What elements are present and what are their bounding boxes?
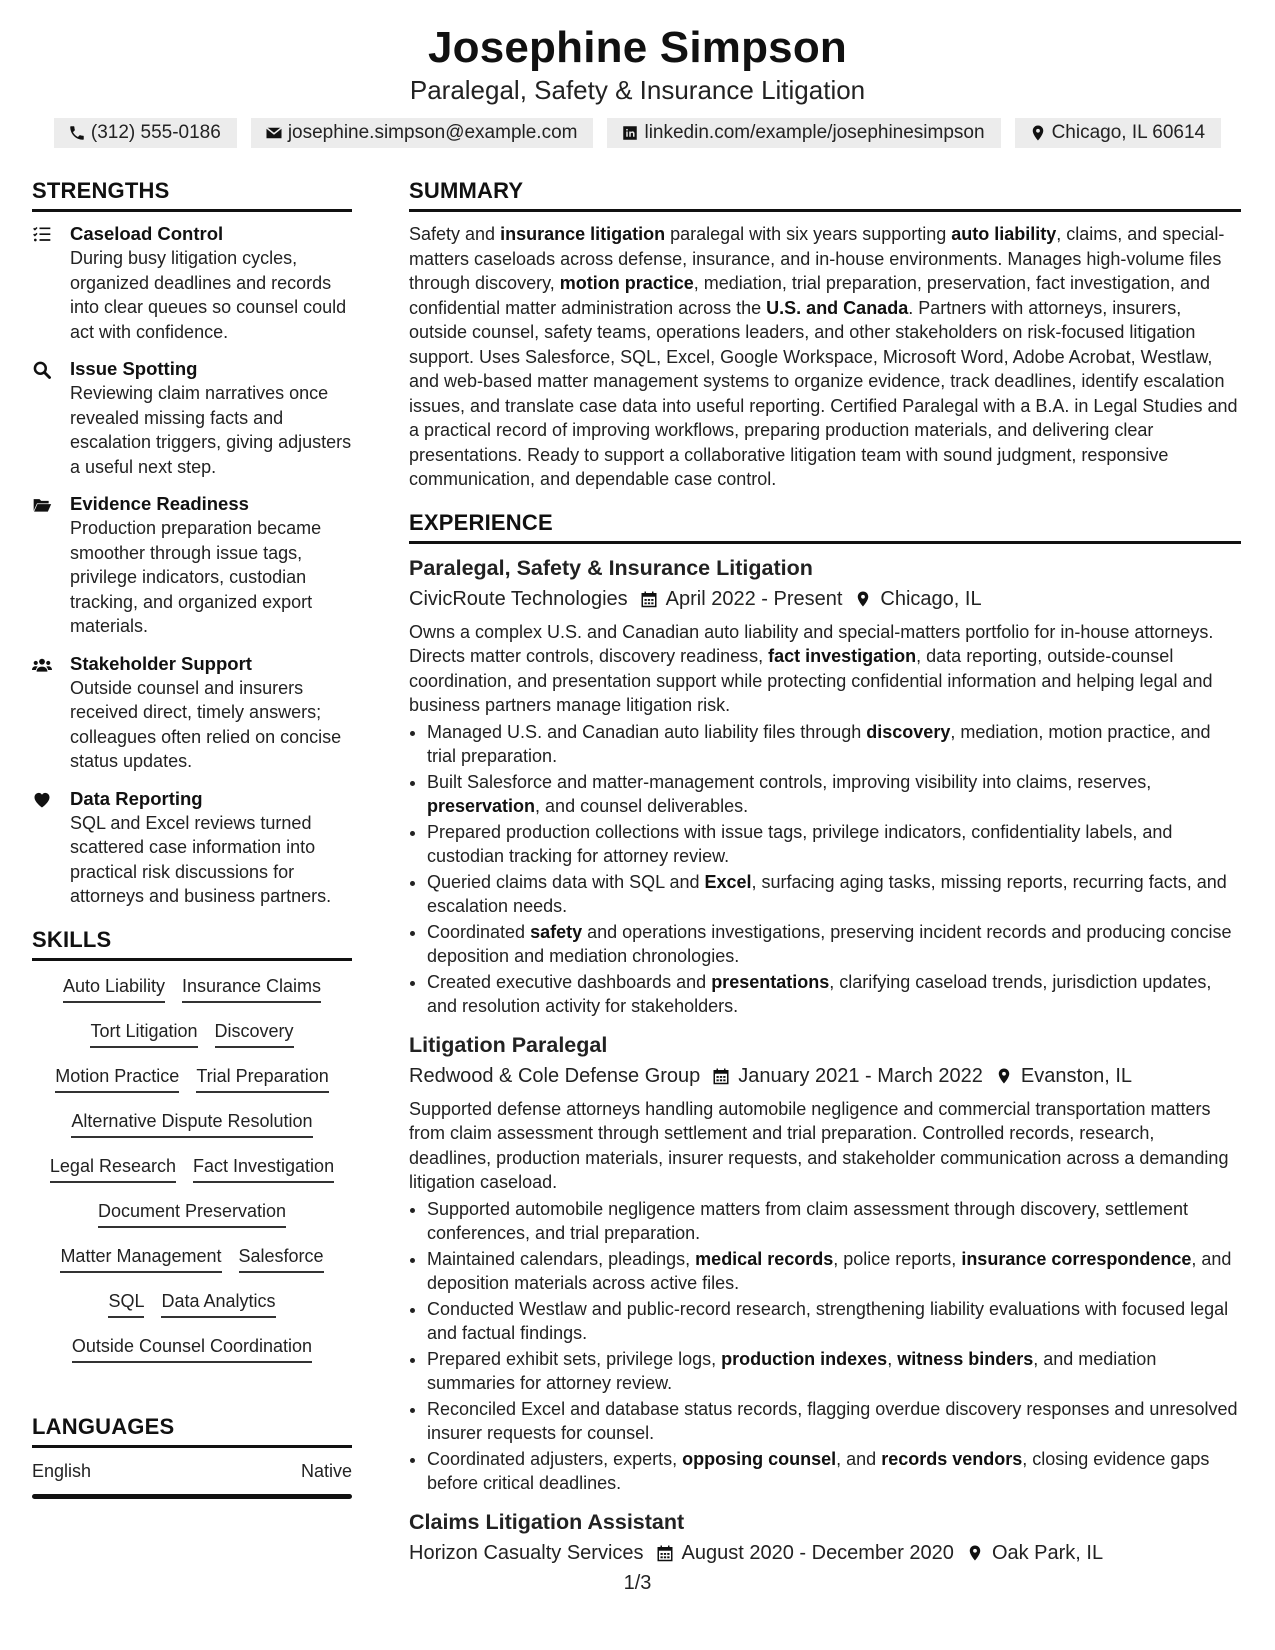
list-check-icon	[32, 225, 52, 245]
strength-item	[32, 652, 352, 774]
skill-tag: Document Preservation	[98, 1200, 286, 1228]
skill-tag: SQL	[108, 1290, 144, 1318]
envelope-icon	[265, 124, 283, 142]
phone-icon	[68, 124, 86, 142]
search-icon	[32, 360, 52, 380]
skill-row	[32, 1196, 352, 1241]
linkedin-text: linkedin.com/example/josephinesimpson	[644, 122, 985, 143]
languages-list	[32, 1460, 352, 1499]
skills-heading: SKILLS	[32, 927, 352, 961]
job-location: Chicago, IL	[880, 587, 982, 610]
strengths-heading: STRENGTHS	[32, 178, 352, 212]
job-title: Claims Litigation Assistant	[409, 1509, 685, 1534]
job-bullet: • Prepared production collections with issue tags, privilege indicators, confidentiality labels, and custodian tracking for attorney review.	[427, 820, 1241, 869]
job-meta	[409, 584, 1241, 614]
job-bullet: • Queried claims data with SQL and Excel, surfacing aging tasks, missing reports, recurring facts, and escalation needs.	[427, 870, 1241, 919]
job-bullets	[409, 720, 1241, 1019]
experience-list	[409, 554, 1241, 1568]
job-dates: January 2021 - March 2022	[738, 1064, 983, 1087]
strength-title: Evidence Readiness	[70, 493, 249, 514]
job-bullet: • Conducted Westlaw and public-record research, strengthening liability evaluations with focused legal and factual findings.	[427, 1297, 1241, 1346]
summary-text: Safety and insurance litigation paralegal with six years supporting auto liability, claims, and special-matters caseloads across defense, insurance, and in-house environments. Manages high-volume files through discovery, motion practice, mediation, trial preparation, preservation, fact investigation, and confidential matter administration across the U.S. and Canada. Partners with attorneys, insurers, outside counsel, safety teams, operations leaders, and other stakeholders on risk-focused litigation support. Uses Salesforce, SQL, Excel, Google Workspace, Microsoft Word, Adobe Acrobat, Westlaw, and web-based matter management systems to organize evidence, track deadlines, identify escalation issues, and translate case data into useful reporting. Certified Paralegal with a B.A. in Legal Studies and a practical record of improving workflows, preparing production materials, and delivering clear presentations. Ready to support a collaborative litigation team with sound judgment, responsive communication, and dependable case control.	[409, 224, 1238, 489]
summary-heading: SUMMARY	[409, 178, 1241, 212]
language-level: Native	[300, 1460, 352, 1481]
skill-tag: Fact Investigation	[193, 1155, 334, 1183]
email-contact[interactable]	[251, 118, 594, 148]
skill-row	[32, 971, 352, 1016]
skill-tag: Tort Litigation	[90, 1020, 197, 1048]
language-proficiency-bar	[32, 1494, 352, 1499]
right-column	[409, 178, 1241, 1568]
skill-tag: Data Analytics	[161, 1290, 275, 1318]
job-meta	[409, 1061, 1241, 1091]
job-bullet: • Built Salesforce and matter-management controls, improving visibility into claims, reserves, preservation, and counsel deliverables.	[427, 770, 1241, 819]
job-company: CivicRoute Technologies	[409, 587, 628, 610]
skill-tag: Auto Liability	[63, 975, 165, 1003]
skill-row	[32, 1151, 352, 1196]
email-text: josephine.simpson@example.com	[287, 122, 578, 143]
strength-item	[32, 357, 352, 479]
job-dates: August 2020 - December 2020	[681, 1541, 954, 1564]
job-title: Litigation Paralegal	[409, 1032, 608, 1057]
job-entry	[409, 1031, 1241, 1496]
linkedin-icon	[621, 124, 639, 142]
language-name: English	[32, 1460, 92, 1481]
skill-tag: Outside Counsel Coordination	[72, 1335, 312, 1363]
experience-heading: EXPERIENCE	[409, 510, 1241, 544]
job-bullet: • Supported automobile negligence matters from claim assessment through discovery, settlement conferences, and trial preparation.	[427, 1197, 1241, 1246]
strength-description: Production preparation became smoother through issue tags, privilege indicators, custodian tracking, and organized export materials.	[70, 518, 322, 636]
job-entry	[409, 1508, 1241, 1568]
strength-description: Reviewing claim narratives once revealed missing facts and escalation triggers, giving adjusters a useful next step.	[70, 383, 352, 477]
skill-row	[32, 1331, 352, 1376]
contact-bar	[0, 118, 1275, 148]
job-company: Redwood & Cole Defense Group	[409, 1064, 701, 1087]
map-pin-icon	[854, 590, 872, 608]
strengths-list	[32, 222, 352, 909]
map-pin-icon	[966, 1544, 984, 1562]
skill-tag: Motion Practice	[55, 1065, 179, 1093]
languages-heading: LANGUAGES	[32, 1414, 352, 1448]
job-company: Horizon Casualty Services	[409, 1541, 644, 1564]
strength-title: Data Reporting	[70, 787, 203, 809]
skill-tag: Insurance Claims	[182, 975, 321, 1003]
language-row	[32, 1460, 352, 1482]
strength-title: Stakeholder Support	[70, 652, 252, 674]
job-bullet: • Coordinated adjusters, experts, opposing counsel, and records vendors, closing evidence gaps before critical deadlines.	[427, 1447, 1241, 1496]
strength-description: Outside counsel and insurers received direct, timely answers; colleagues often relied on concise status updates.	[70, 677, 342, 771]
skills-list	[32, 971, 352, 1376]
skill-tag: Trial Preparation	[196, 1065, 328, 1093]
location-contact	[1015, 118, 1222, 148]
strength-title: Issue Spotting	[70, 358, 198, 379]
job-bullets	[409, 1197, 1241, 1496]
resume-header	[0, 22, 1275, 148]
candidate-title: Paralegal, Safety & Insurance Litigation	[409, 75, 866, 105]
skill-row	[32, 1061, 352, 1106]
skill-row	[32, 1016, 352, 1061]
calendar-icon	[712, 1067, 730, 1085]
phone-contact[interactable]	[54, 118, 237, 148]
map-pin-icon	[1029, 124, 1047, 142]
strength-description: SQL and Excel reviews turned scattered case information into practical risk discussions for attorneys and business partners.	[70, 812, 332, 906]
job-entry	[409, 554, 1241, 1019]
job-bullet: • Managed U.S. and Canadian auto liability files through discovery, mediation, motion practice, and trial preparation.	[427, 720, 1241, 769]
skill-tag: Discovery	[215, 1020, 294, 1048]
skill-tag: Salesforce	[239, 1245, 324, 1273]
left-column	[32, 178, 352, 1499]
skill-tag: Matter Management	[60, 1245, 221, 1273]
job-description: Supported defense attorneys handling automobile negligence and commercial transportation matters from claim assessment through settlement and trial preparation. Controlled records, research, deadlines, production materials, insurer requests, and stakeholder communication across a demanding litigation caseload.	[409, 1098, 1229, 1192]
calendar-icon	[656, 1544, 674, 1562]
job-bullet: • Maintained calendars, pleadings, medical records, police reports, insurance correspondence, and deposition materials across active files.	[427, 1247, 1241, 1296]
strength-item	[32, 222, 352, 344]
skill-row	[32, 1286, 352, 1331]
job-bullet: • Prepared exhibit sets, privilege logs, production indexes, witness binders, and mediation summaries for attorney review.	[427, 1347, 1241, 1396]
folder-open-icon	[32, 495, 52, 515]
job-location: Oak Park, IL	[991, 1541, 1104, 1564]
strength-item	[32, 492, 352, 639]
job-description: Owns a complex U.S. and Canadian auto liability and special-matters portfolio for in-house attorneys. Directs matter controls, discovery readiness, fact investigation, data reporting, outside-counsel coordination, and presentation support while protecting confidential information and helping legal and business partners manage litigation risk.	[409, 621, 1214, 715]
calendar-icon	[640, 590, 658, 608]
job-bullet: • Created executive dashboards and presentations, clarifying caseload trends, jurisdiction updates, and resolution activity for stakeholders.	[427, 970, 1241, 1019]
job-meta	[409, 1538, 1241, 1568]
job-title: Paralegal, Safety & Insurance Litigation	[409, 555, 813, 580]
phone-text: (312) 555-0186	[90, 122, 221, 143]
skill-row	[32, 1241, 352, 1286]
job-bullet: • Coordinated safety and operations investigations, preserving incident records and producing concise deposition and mediation chronologies.	[427, 920, 1241, 969]
map-pin-icon	[995, 1067, 1013, 1085]
job-bullet: • Reconciled Excel and database status records, flagging overdue discovery responses and unresolved insurer requests for counsel.	[427, 1397, 1241, 1446]
job-dates: April 2022 - Present	[665, 587, 843, 610]
location-text: Chicago, IL 60614	[1051, 122, 1206, 143]
strength-description: During busy litigation cycles, organized deadlines and records into clear queues so counsel could act with confidence.	[70, 248, 347, 342]
strength-item	[32, 787, 352, 909]
skill-tag: Legal Research	[50, 1155, 176, 1183]
strength-title: Caseload Control	[70, 223, 224, 244]
skill-tag: Alternative Dispute Resolution	[71, 1110, 312, 1138]
page-number: 1/3	[623, 1572, 652, 1594]
job-location: Evanston, IL	[1020, 1064, 1133, 1087]
heart-icon	[32, 790, 52, 810]
linkedin-contact[interactable]	[607, 118, 1000, 148]
skill-row	[32, 1106, 352, 1151]
users-icon	[32, 655, 52, 675]
candidate-name: Josephine Simpson	[427, 23, 848, 72]
